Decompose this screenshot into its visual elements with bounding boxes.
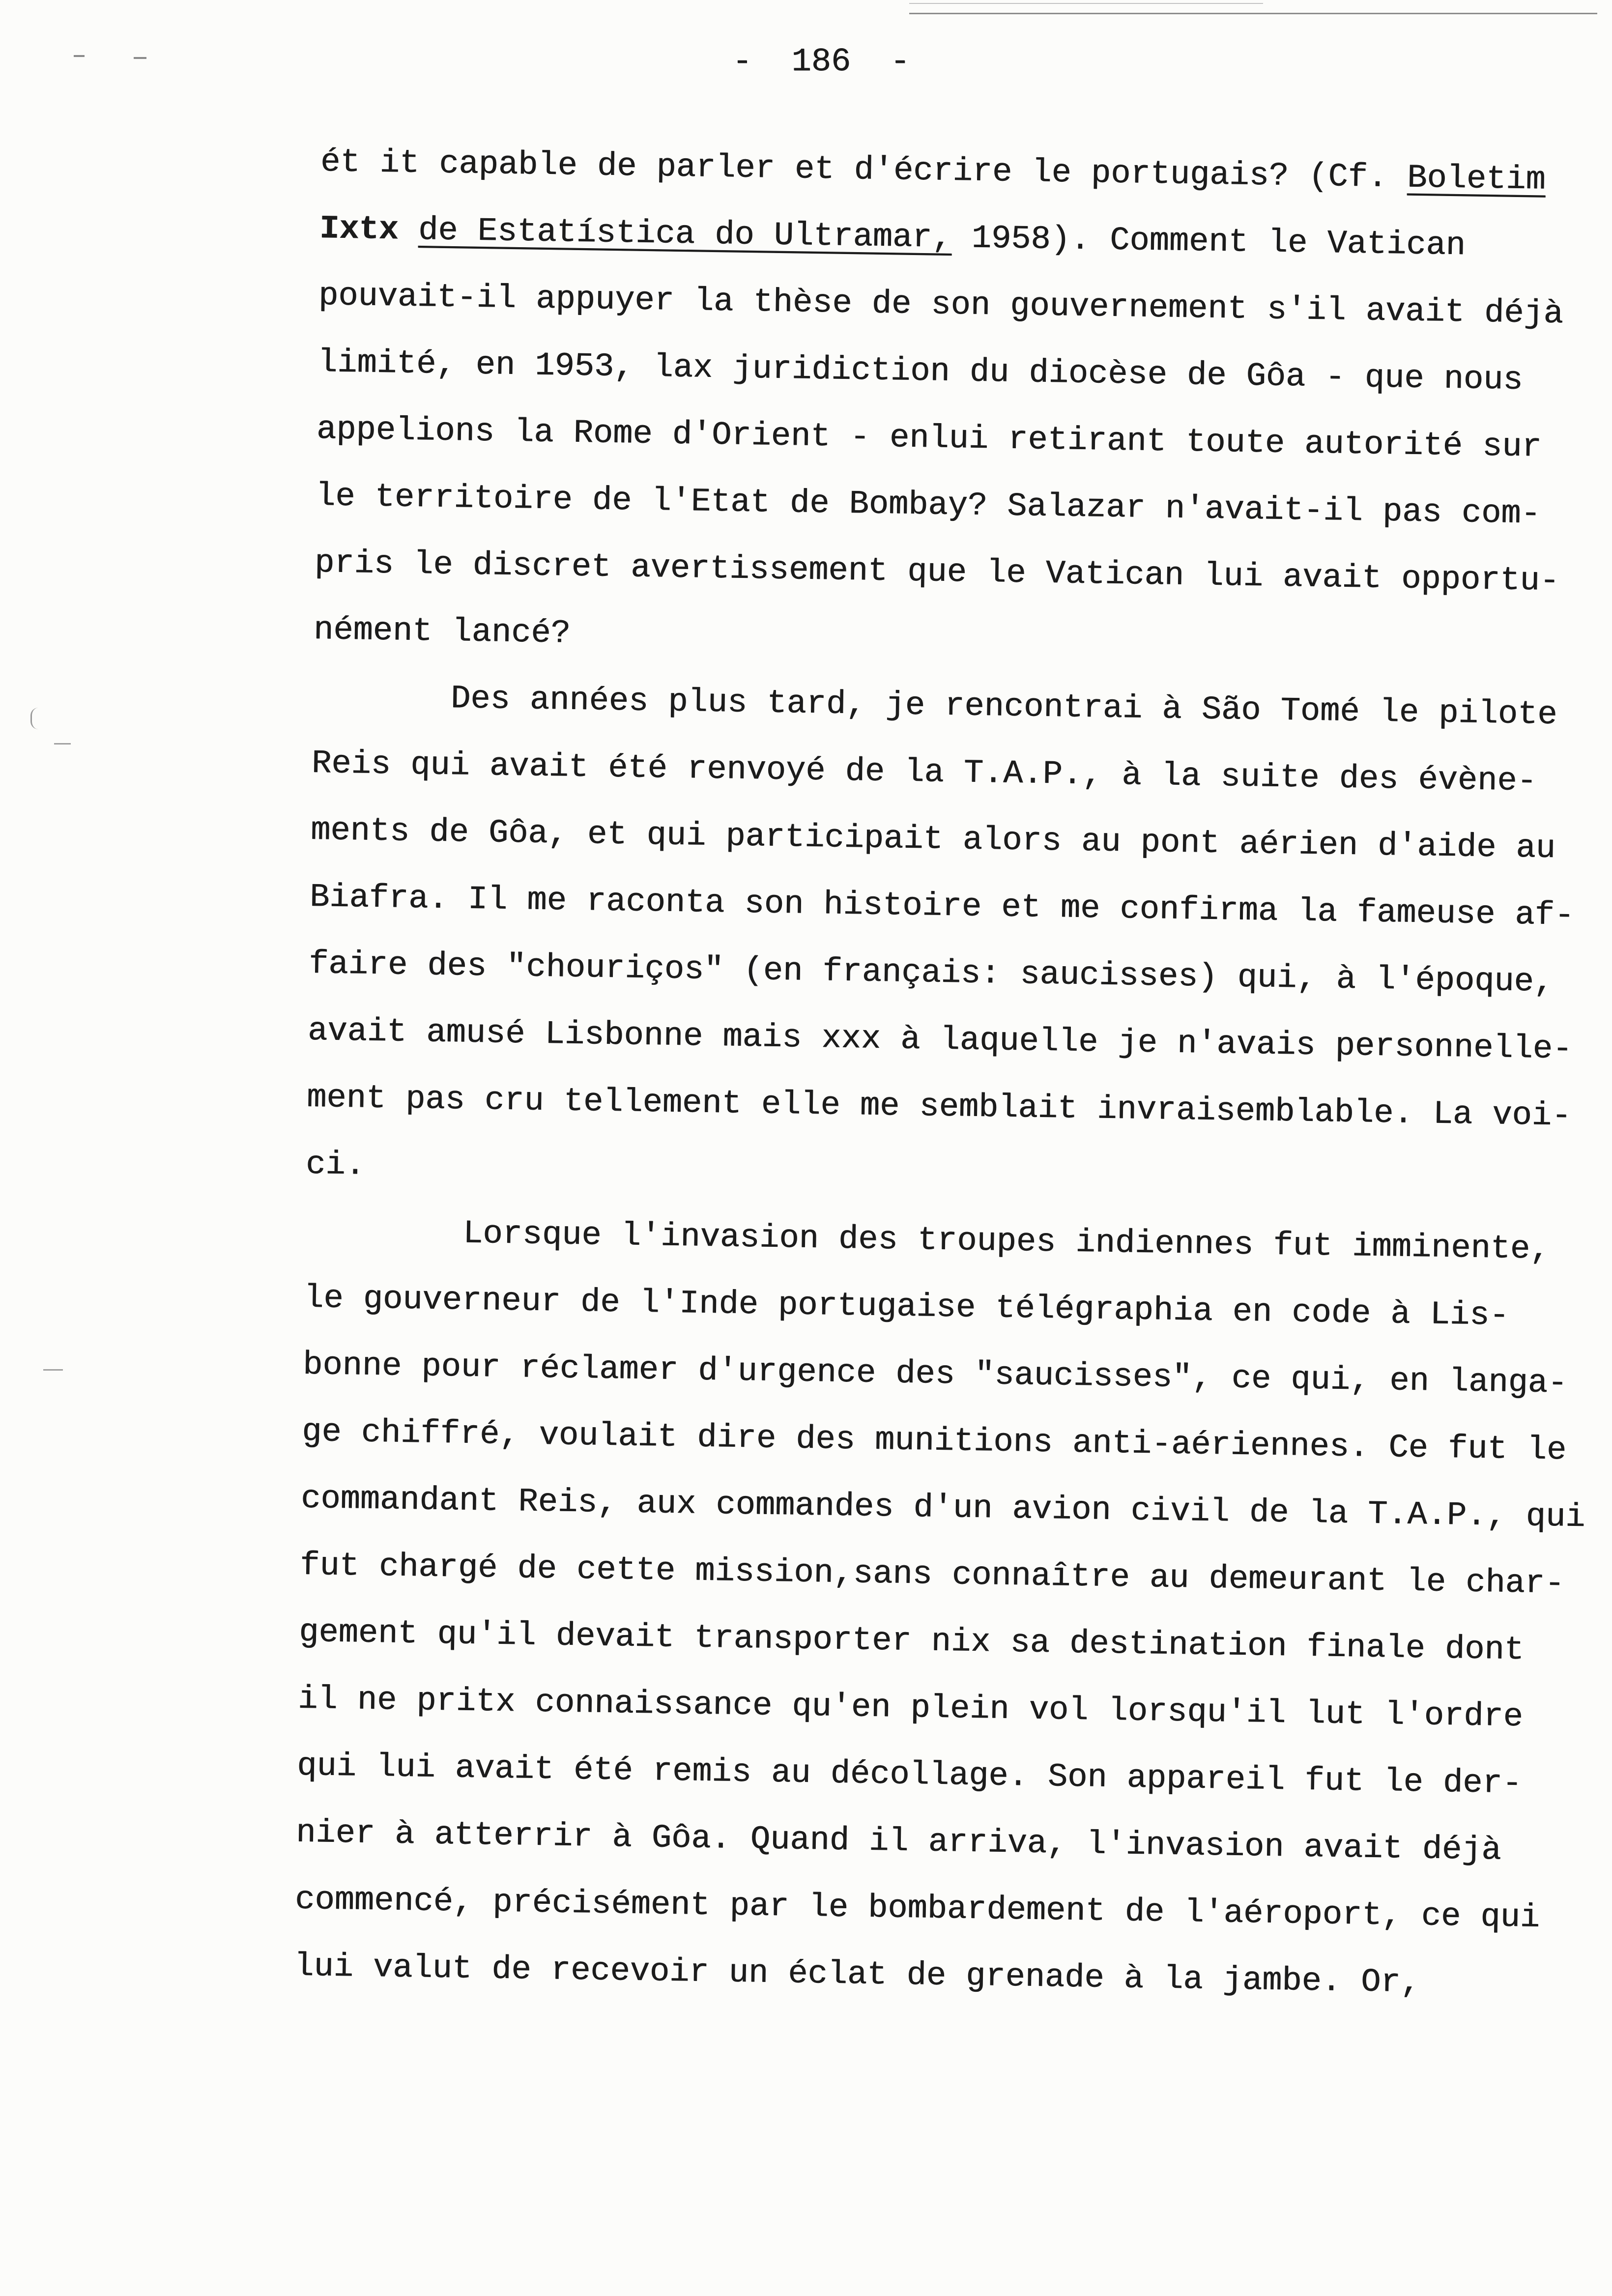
text-line: gement qu'il devait transporter nix sa destination finale dont <box>298 1613 1525 1669</box>
page-number: - 186 - <box>732 43 910 81</box>
margin-mark <box>134 57 146 59</box>
text-line: ci. <box>305 1146 366 1184</box>
text-line: ge chiffré, voulait dire des munitions anti-aériennes. Ce fut le <box>301 1413 1567 1469</box>
text-line: nier à atterrir à Gôa. Quand il arriva, l'invasion avait déjà <box>295 1814 1502 1869</box>
text-line: appelions la Rome d'Orient - enlui retirant toute autorité sur <box>316 410 1542 466</box>
text-line: bonne pour réclamer d'urgence des "saucisses", ce qui, en langa- <box>302 1346 1568 1403</box>
text-line: Biafra. Il me raconta son histoire et me confirma la fameuse af- <box>309 878 1575 935</box>
margin-mark <box>30 708 39 729</box>
underlined-title: de Estatística do Ultramar, <box>418 211 952 257</box>
text-line: fut chargé de cette mission,sans connaître au demeurant le char- <box>299 1547 1565 1603</box>
text-line: pouvait-il appuyer la thèse de son gouvernement s'il avait déjà <box>318 277 1564 333</box>
text-line: pris le discret avertissement que le Vatican lui avait opportu- <box>314 544 1560 601</box>
text-line: nément lancé? <box>313 611 571 653</box>
text-line: le territoire de l'Etat de Bombay? Salazar n'avait-il pas com- <box>315 477 1541 533</box>
underlined-title: Boletim <box>1407 159 1546 199</box>
margin-mark <box>54 743 71 745</box>
document-body <box>293 129 1609 2019</box>
margin-mark <box>74 55 85 57</box>
text-line: Reis qui avait été renvoyé de la T.A.P., à la suite des évène- <box>311 745 1537 801</box>
text-segment: ét it capable de parler et d'écrire le portugais? (Cf. <box>320 143 1408 197</box>
text-line: Des années plus tard, je rencontrai à São Tomé le pilote <box>450 680 1557 734</box>
text-line: lui valut de recevoir un éclat de grenade à la jambe. Or, <box>293 1948 1421 2002</box>
text-line: faire des "chouriços" (en français: saucisses) qui, à l'époque, <box>308 945 1554 1001</box>
margin-mark <box>43 1369 63 1371</box>
top-rule <box>909 13 1597 14</box>
text-line: ments de Gôa, et qui participait alors au pont aérien d'aide au <box>310 811 1556 867</box>
text-line: Lorsque l'invasion des troupes indiennes fut imminente, <box>462 1215 1550 1268</box>
text-line: limité, en 1953, lax juridiction du diocèse de Gôa - que nous <box>317 344 1523 399</box>
text-line: le gouverneur de l'Inde portugaise télégraphia en code à Lis- <box>303 1279 1510 1335</box>
text-line: avait amusé Lisbonne mais xxx à laquelle je n'avais personnelle- <box>307 1012 1573 1068</box>
text-line: qui lui avait été remis au décollage. Son appareil fut le der- <box>296 1747 1523 1803</box>
struck-text: Ixtx <box>319 210 419 249</box>
text-segment: 1958). Comment le Vatican <box>951 219 1466 265</box>
text-line: ment pas cru tellement elle me semblait invraisemblable. La voi- <box>306 1079 1572 1135</box>
text-line: commencé, précisément par le bombardement de l'aéroport, ce qui <box>294 1881 1540 1937</box>
paragraph <box>293 1198 1593 2019</box>
paragraph <box>305 663 1601 1217</box>
text-line: il ne pritx connaissance qu'en plein vol lorsqu'il lut l'ordre <box>297 1680 1524 1736</box>
paragraph <box>313 129 1609 682</box>
top-rule-faint <box>909 3 1263 4</box>
text-line: commandant Reis, aux commandes d'un avion civil de la T.A.P., qui <box>300 1480 1585 1537</box>
